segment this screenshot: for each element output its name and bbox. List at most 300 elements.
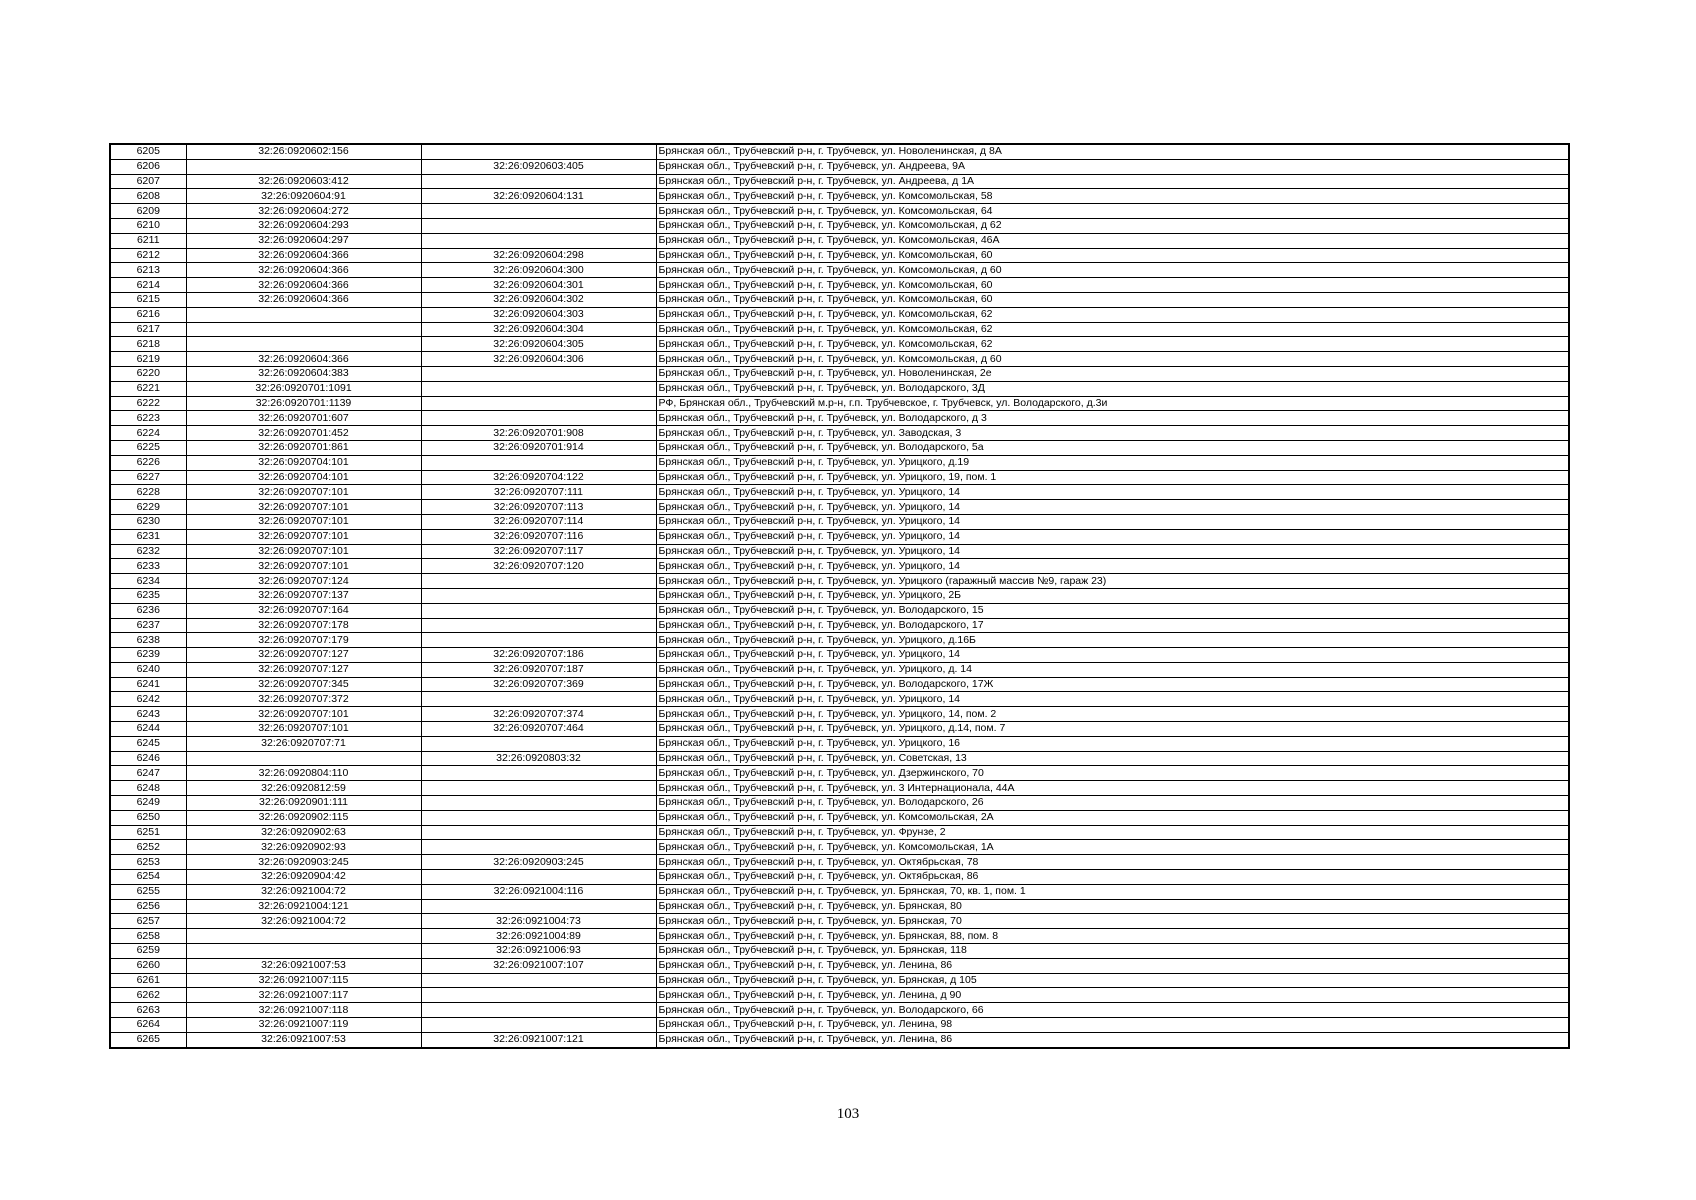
row-number-cell: 6215 [110,292,186,307]
table-row [110,618,1569,633]
object-cadastral-number-cell [421,218,656,233]
object-cadastral-number-cell [421,810,656,825]
cadastral-number-cell: 32:26:0920707:179 [186,633,421,648]
cadastral-number-cell: 32:26:0920707:124 [186,574,421,589]
address-cell: Брянская обл., Трубчевский р-н, г. Трубчевск, ул. Комсомольская, д 60 [656,352,1569,367]
address-cell: Брянская обл., Трубчевский р-н, г. Трубчевск, ул. Советская, 13 [656,751,1569,766]
object-cadastral-number-cell [421,988,656,1003]
cadastral-number-cell: 32:26:0920704:101 [186,470,421,485]
table-row [110,455,1569,470]
table-row [110,1018,1569,1033]
object-cadastral-number-cell: 32:26:0921004:73 [421,914,656,929]
row-number-cell: 6258 [110,929,186,944]
table-row [110,884,1569,899]
cadastral-number-cell: 32:26:0920902:93 [186,840,421,855]
cadastral-number-cell: 32:26:0921007:119 [186,1018,421,1033]
cadastral-number-cell: 32:26:0920707:71 [186,736,421,751]
row-number-cell: 6242 [110,692,186,707]
table-row [110,159,1569,174]
object-cadastral-number-cell: 32:26:0920803:32 [421,751,656,766]
object-cadastral-number-cell: 32:26:0921004:116 [421,884,656,899]
row-number-cell: 6210 [110,218,186,233]
cadastral-number-cell: 32:26:0920604:366 [186,292,421,307]
address-cell: Брянская обл., Трубчевский р-н, г. Трубчевск, ул. Комсомольская, 46А [656,233,1569,248]
row-number-cell: 6229 [110,500,186,515]
object-cadastral-number-cell: 32:26:0920701:914 [421,440,656,455]
row-number-cell: 6237 [110,618,186,633]
table-row [110,500,1569,515]
row-number-cell: 6225 [110,440,186,455]
object-cadastral-number-cell: 32:26:0920707:464 [421,722,656,737]
object-cadastral-number-cell: 32:26:0920604:298 [421,248,656,263]
address-cell: Брянская обл., Трубчевский р-н, г. Трубчевск, ул. Андреева, 9А [656,159,1569,174]
cadastral-number-cell: 32:26:0921007:117 [186,988,421,1003]
cadastral-number-cell [186,322,421,337]
address-cell: Брянская обл., Трубчевский р-н, г. Трубчевск, ул. Урицкого, д.19 [656,455,1569,470]
object-cadastral-number-cell: 32:26:0920707:374 [421,707,656,722]
cadastral-number-cell: 32:26:0921007:53 [186,958,421,973]
object-cadastral-number-cell [421,1018,656,1033]
cadastral-number-cell [186,307,421,322]
row-number-cell: 6217 [110,322,186,337]
address-cell: Брянская обл., Трубчевский р-н, г. Трубчевск, ул. Володарского, д 3 [656,411,1569,426]
object-cadastral-number-cell [421,174,656,189]
cadastral-number-cell: 32:26:0920707:137 [186,588,421,603]
cadastral-number-cell: 32:26:0920707:178 [186,618,421,633]
row-number-cell: 6224 [110,426,186,441]
table-row [110,929,1569,944]
row-number-cell: 6222 [110,396,186,411]
row-number-cell: 6257 [110,914,186,929]
cadastral-number-cell: 32:26:0920701:452 [186,426,421,441]
table-row [110,825,1569,840]
address-cell: Брянская обл., Трубчевский р-н, г. Трубчевск, ул. Брянская, 70, кв. 1, пом. 1 [656,884,1569,899]
object-cadastral-number-cell: 32:26:0920707:117 [421,544,656,559]
cadastral-number-cell: 32:26:0920902:115 [186,810,421,825]
address-cell: Брянская обл., Трубчевский р-н, г. Трубчевск, ул. Володарского, 66 [656,1003,1569,1018]
row-number-cell: 6235 [110,588,186,603]
table-row [110,662,1569,677]
row-number-cell: 6233 [110,559,186,574]
row-number-cell: 6260 [110,958,186,973]
cadastral-number-cell: 32:26:0920707:372 [186,692,421,707]
address-cell: Брянская обл., Трубчевский р-н, г. Трубчевск, ул. Урицкого, д.16Б [656,633,1569,648]
cadastral-number-cell: 32:26:0920707:101 [186,559,421,574]
cadastral-number-cell [186,159,421,174]
object-cadastral-number-cell [421,870,656,885]
row-number-cell: 6218 [110,337,186,352]
address-cell: Брянская обл., Трубчевский р-н, г. Трубчевск, ул. Урицкого (гаражный массив №9, гараж 23) [656,574,1569,589]
address-cell: Брянская обл., Трубчевский р-н, г. Трубчевск, ул. Урицкого, 14 [656,500,1569,515]
object-cadastral-number-cell [421,455,656,470]
table-row [110,988,1569,1003]
address-cell: Брянская обл., Трубчевский р-н, г. Трубчевск, ул. Урицкого, 14, пом. 2 [656,707,1569,722]
object-cadastral-number-cell: 32:26:0920701:908 [421,426,656,441]
table-row [110,485,1569,500]
row-number-cell: 6212 [110,248,186,263]
object-cadastral-number-cell: 32:26:0920604:300 [421,263,656,278]
cadastral-number-cell: 32:26:0920604:272 [186,204,421,219]
address-cell: Брянская обл., Трубчевский р-н, г. Трубчевск, ул. Урицкого, 14 [656,692,1569,707]
object-cadastral-number-cell [421,366,656,381]
table-row [110,514,1569,529]
row-number-cell: 6262 [110,988,186,1003]
address-cell: Брянская обл., Трубчевский р-н, г. Трубчевск, ул. Брянская, 88, пом. 8 [656,929,1569,944]
row-number-cell: 6261 [110,973,186,988]
row-number-cell: 6226 [110,455,186,470]
table-row [110,958,1569,973]
object-cadastral-number-cell [421,233,656,248]
cadastral-number-cell [186,944,421,959]
row-number-cell: 6250 [110,810,186,825]
object-cadastral-number-cell: 32:26:0920604:303 [421,307,656,322]
address-cell: Брянская обл., Трубчевский р-н, г. Трубчевск, ул. Ленина, 98 [656,1018,1569,1033]
address-cell: Брянская обл., Трубчевский р-н, г. Трубчевск, ул. Урицкого, 14 [656,544,1569,559]
address-cell: Брянская обл., Трубчевский р-н, г. Трубчевск, ул. Андреева, д 1А [656,174,1569,189]
object-cadastral-number-cell: 32:26:0920707:116 [421,529,656,544]
table-row [110,470,1569,485]
object-cadastral-number-cell: 32:26:0920707:369 [421,677,656,692]
row-number-cell: 6249 [110,796,186,811]
cadastral-number-cell [186,929,421,944]
table-row [110,204,1569,219]
row-number-cell: 6223 [110,411,186,426]
table-row [110,233,1569,248]
address-cell: Брянская обл., Трубчевский р-н, г. Трубчевск, ул. Комсомольская, 62 [656,322,1569,337]
object-cadastral-number-cell [421,973,656,988]
object-cadastral-number-cell: 32:26:0921006:93 [421,944,656,959]
object-cadastral-number-cell [421,633,656,648]
cadastral-number-cell: 32:26:0920604:293 [186,218,421,233]
address-cell: Брянская обл., Трубчевский р-н, г. Трубчевск, ул. Комсомольская, 64 [656,204,1569,219]
cadastral-number-cell: 32:26:0921007:115 [186,973,421,988]
table-row [110,707,1569,722]
cadastral-number-cell: 32:26:0920707:101 [186,529,421,544]
cadastral-number-cell: 32:26:0920604:366 [186,352,421,367]
row-number-cell: 6255 [110,884,186,899]
cadastral-number-cell: 32:26:0920604:366 [186,278,421,293]
table-row [110,381,1569,396]
address-cell: Брянская обл., Трубчевский р-н, г. Трубчевск, ул. Урицкого, 14 [656,648,1569,663]
cadastral-number-cell: 32:26:0920603:412 [186,174,421,189]
cadastral-number-cell: 32:26:0920604:297 [186,233,421,248]
object-cadastral-number-cell [421,574,656,589]
cadastral-number-cell: 32:26:0921007:53 [186,1032,421,1047]
row-number-cell: 6241 [110,677,186,692]
cadastral-number-cell: 32:26:0920701:1091 [186,381,421,396]
address-cell: Брянская обл., Трубчевский р-н, г. Трубчевск, ул. Урицкого, д.14, пом. 7 [656,722,1569,737]
table-row [110,529,1569,544]
table-row [110,899,1569,914]
row-number-cell: 6214 [110,278,186,293]
object-cadastral-number-cell [421,204,656,219]
address-cell: Брянская обл., Трубчевский р-н, г. Трубчевск, ул. Комсомольская, 60 [656,292,1569,307]
address-cell: Брянская обл., Трубчевский р-н, г. Трубчевск, ул. Брянская, 118 [656,944,1569,959]
row-number-cell: 6220 [110,366,186,381]
row-number-cell: 6228 [110,485,186,500]
table-row [110,174,1569,189]
table-row [110,633,1569,648]
cadastral-number-cell: 32:26:0921004:72 [186,914,421,929]
object-cadastral-number-cell [421,825,656,840]
object-cadastral-number-cell: 32:26:0920707:111 [421,485,656,500]
object-cadastral-number-cell [421,411,656,426]
table-row [110,944,1569,959]
cadastral-number-cell: 32:26:0920707:101 [186,544,421,559]
table-row [110,411,1569,426]
address-cell: Брянская обл., Трубчевский р-н, г. Трубчевск, ул. Новоленинская, 2е [656,366,1569,381]
cadastral-number-cell: 32:26:0920707:101 [186,514,421,529]
object-cadastral-number-cell [421,1003,656,1018]
object-cadastral-number-cell [421,899,656,914]
table-row [110,1003,1569,1018]
row-number-cell: 6236 [110,603,186,618]
object-cadastral-number-cell: 32:26:0920604:302 [421,292,656,307]
table-row [110,751,1569,766]
object-cadastral-number-cell: 32:26:0921007:107 [421,958,656,973]
row-number-cell: 6238 [110,633,186,648]
cadastral-number-cell: 32:26:0920602:156 [186,144,421,159]
address-cell: Брянская обл., Трубчевский р-н, г. Трубчевск, ул. Урицкого, 14 [656,559,1569,574]
row-number-cell: 6206 [110,159,186,174]
row-number-cell: 6230 [110,514,186,529]
object-cadastral-number-cell [421,603,656,618]
row-number-cell: 6248 [110,781,186,796]
row-number-cell: 6221 [110,381,186,396]
table-row [110,736,1569,751]
address-cell: Брянская обл., Трубчевский р-н, г. Трубчевск, ул. Урицкого, 14 [656,514,1569,529]
row-number-cell: 6205 [110,144,186,159]
object-cadastral-number-cell [421,396,656,411]
address-cell: Брянская обл., Трубчевский р-н, г. Трубчевск, ул. Заводская, 3 [656,426,1569,441]
table-row [110,973,1569,988]
table-row [110,840,1569,855]
row-number-cell: 6265 [110,1032,186,1047]
cadastral-number-cell: 32:26:0920707:164 [186,603,421,618]
table-row [110,810,1569,825]
table-row [110,189,1569,204]
address-cell: Брянская обл., Трубчевский р-н, г. Трубчевск, ул. Комсомольская, 1А [656,840,1569,855]
address-cell: Брянская обл., Трубчевский р-н, г. Трубчевск, ул. Ленина, 86 [656,958,1569,973]
object-cadastral-number-cell [421,736,656,751]
table-row [110,559,1569,574]
table-row [110,292,1569,307]
address-cell: Брянская обл., Трубчевский р-н, г. Трубчевск, ул. Комсомольская, д 60 [656,263,1569,278]
address-cell: Брянская обл., Трубчевский р-н, г. Трубчевск, ул. Урицкого, 14 [656,529,1569,544]
object-cadastral-number-cell [421,144,656,159]
cadastral-number-cell: 32:26:0920901:111 [186,796,421,811]
object-cadastral-number-cell [421,766,656,781]
row-number-cell: 6253 [110,855,186,870]
table-row [110,722,1569,737]
object-cadastral-number-cell: 32:26:0920603:405 [421,159,656,174]
table-row [110,1032,1569,1047]
cadastral-number-cell: 32:26:0921004:121 [186,899,421,914]
table-row [110,426,1569,441]
object-cadastral-number-cell [421,692,656,707]
cadastral-number-cell: 32:26:0920604:366 [186,263,421,278]
row-number-cell: 6245 [110,736,186,751]
table-row [110,307,1569,322]
object-cadastral-number-cell: 32:26:0920707:113 [421,500,656,515]
table-row [110,337,1569,352]
object-cadastral-number-cell [421,588,656,603]
address-cell: Брянская обл., Трубчевский р-н, г. Трубчевск, ул. Комсомольская, 60 [656,248,1569,263]
address-cell: Брянская обл., Трубчевский р-н, г. Трубчевск, ул. Володарского, 15 [656,603,1569,618]
cadastral-number-cell: 32:26:0920707:101 [186,707,421,722]
address-cell: Брянская обл., Трубчевский р-н, г. Трубчевск, ул. Ленина, д 90 [656,988,1569,1003]
address-cell: Брянская обл., Трубчевский р-н, г. Трубчевск, ул. 3 Интернационала, 44А [656,781,1569,796]
address-cell: Брянская обл., Трубчевский р-н, г. Трубчевск, ул. Володарского, 3Д [656,381,1569,396]
address-cell: Брянская обл., Трубчевский р-н, г. Трубчевск, ул. Дзержинского, 70 [656,766,1569,781]
object-cadastral-number-cell: 32:26:0920707:186 [421,648,656,663]
table-row [110,248,1569,263]
object-cadastral-number-cell [421,618,656,633]
object-cadastral-number-cell: 32:26:0921004:89 [421,929,656,944]
object-cadastral-number-cell: 32:26:0920707:114 [421,514,656,529]
cadastral-number-cell: 32:26:0921004:72 [186,884,421,899]
object-cadastral-number-cell: 32:26:0920704:122 [421,470,656,485]
object-cadastral-number-cell: 32:26:0920604:306 [421,352,656,367]
row-number-cell: 6254 [110,870,186,885]
row-number-cell: 6264 [110,1018,186,1033]
object-cadastral-number-cell [421,781,656,796]
address-cell: Брянская обл., Трубчевский р-н, г. Трубчевск, ул. Комсомольская, 2А [656,810,1569,825]
table-row [110,352,1569,367]
cadastral-number-cell: 32:26:0920701:607 [186,411,421,426]
row-number-cell: 6207 [110,174,186,189]
row-number-cell: 6231 [110,529,186,544]
address-cell: Брянская обл., Трубчевский р-н, г. Трубчевск, ул. Фрунзе, 2 [656,825,1569,840]
address-cell: Брянская обл., Трубчевский р-н, г. Трубчевск, ул. Урицкого, 14 [656,485,1569,500]
cadastral-number-cell: 32:26:0920707:127 [186,662,421,677]
table-row [110,440,1569,455]
row-number-cell: 6263 [110,1003,186,1018]
row-number-cell: 6234 [110,574,186,589]
address-cell: Брянская обл., Трубчевский р-н, г. Трубчевск, ул. Урицкого, д. 14 [656,662,1569,677]
cadastral-number-cell: 32:26:0920604:366 [186,248,421,263]
address-cell: Брянская обл., Трубчевский р-н, г. Трубчевск, ул. Брянская, 70 [656,914,1569,929]
row-number-cell: 6259 [110,944,186,959]
row-number-cell: 6232 [110,544,186,559]
table-row [110,796,1569,811]
table-row [110,692,1569,707]
object-cadastral-number-cell: 32:26:0920604:131 [421,189,656,204]
table-row [110,396,1569,411]
address-cell: Брянская обл., Трубчевский р-н, г. Трубчевск, ул. Комсомольская, д 62 [656,218,1569,233]
object-cadastral-number-cell: 32:26:0920604:304 [421,322,656,337]
table-row [110,144,1569,159]
address-cell: Брянская обл., Трубчевский р-н, г. Трубчевск, ул. Брянская, 80 [656,899,1569,914]
address-cell: Брянская обл., Трубчевский р-н, г. Трубчевск, ул. Урицкого, 19, пом. 1 [656,470,1569,485]
table-row [110,766,1569,781]
object-cadastral-number-cell: 32:26:0920903:245 [421,855,656,870]
table-row [110,648,1569,663]
row-number-cell: 6247 [110,766,186,781]
cadastral-number-cell: 32:26:0920701:861 [186,440,421,455]
row-number-cell: 6240 [110,662,186,677]
cadastral-number-cell: 32:26:0920707:127 [186,648,421,663]
row-number-cell: 6213 [110,263,186,278]
address-cell: Брянская обл., Трубчевский р-н, г. Трубчевск, ул. Урицкого, 16 [656,736,1569,751]
page-number: 103 [836,1106,860,1122]
address-cell: Брянская обл., Трубчевский р-н, г. Трубчевск, ул. Урицкого, 2Б [656,588,1569,603]
row-number-cell: 6252 [110,840,186,855]
address-cell: Брянская обл., Трубчевский р-н, г. Трубчевск, ул. Октябрьская, 86 [656,870,1569,885]
address-cell: Брянская обл., Трубчевский р-н, г. Трубчевск, ул. Комсомольская, 60 [656,278,1569,293]
row-number-cell: 6227 [110,470,186,485]
table-row [110,781,1569,796]
address-cell: Брянская обл., Трубчевский р-н, г. Трубчевск, ул. Комсомольская, 62 [656,307,1569,322]
cadastral-number-cell: 32:26:0920902:63 [186,825,421,840]
row-number-cell: 6216 [110,307,186,322]
table-row [110,603,1569,618]
object-cadastral-number-cell [421,840,656,855]
cadastral-number-cell: 32:26:0920804:110 [186,766,421,781]
cadastral-number-cell: 32:26:0920707:101 [186,500,421,515]
table-row [110,574,1569,589]
table-row [110,218,1569,233]
row-number-cell: 6208 [110,189,186,204]
table-row [110,278,1569,293]
table-row [110,263,1569,278]
row-number-cell: 6256 [110,899,186,914]
address-cell: Брянская обл., Трубчевский р-н, г. Трубчевск, ул. Ленина, 86 [656,1032,1569,1047]
row-number-cell: 6219 [110,352,186,367]
object-cadastral-number-cell: 32:26:0920604:301 [421,278,656,293]
table-row [110,677,1569,692]
table-body [110,144,1569,1048]
address-cell: РФ, Брянская обл., Трубчевский м.р-н, г.п. Трубчевское, г. Трубчевск, ул. Володарского, д.3и [656,396,1569,411]
address-cell: Брянская обл., Трубчевский р-н, г. Трубчевск, ул. Володарского, 26 [656,796,1569,811]
object-cadastral-number-cell [421,381,656,396]
table-row [110,366,1569,381]
address-cell: Брянская обл., Трубчевский р-н, г. Трубчевск, ул. Володарского, 5а [656,440,1569,455]
cadastral-number-cell: 32:26:0920903:245 [186,855,421,870]
table-row [110,914,1569,929]
address-cell: Брянская обл., Трубчевский р-н, г. Трубчевск, ул. Брянская, д 105 [656,973,1569,988]
row-number-cell: 6244 [110,722,186,737]
cadastral-number-cell: 32:26:0920704:101 [186,455,421,470]
cadastral-number-cell: 32:26:0920904:42 [186,870,421,885]
address-cell: Брянская обл., Трубчевский р-н, г. Трубчевск, ул. Володарского, 17 [656,618,1569,633]
cadastral-number-cell: 32:26:0920707:345 [186,677,421,692]
row-number-cell: 6251 [110,825,186,840]
address-cell: Брянская обл., Трубчевский р-н, г. Трубчевск, ул. Комсомольская, 62 [656,337,1569,352]
table-row [110,588,1569,603]
cadastral-number-cell: 32:26:0920707:101 [186,722,421,737]
cadastral-number-cell: 32:26:0920707:101 [186,485,421,500]
cadastral-number-cell: 32:26:0921007:118 [186,1003,421,1018]
table-row [110,870,1569,885]
table-row [110,544,1569,559]
table-row [110,855,1569,870]
object-cadastral-number-cell: 32:26:0921007:121 [421,1032,656,1047]
address-cell: Брянская обл., Трубчевский р-н, г. Трубчевск, ул. Комсомольская, 58 [656,189,1569,204]
row-number-cell: 6209 [110,204,186,219]
property-table [109,143,1570,1049]
object-cadastral-number-cell: 32:26:0920707:120 [421,559,656,574]
address-cell: Брянская обл., Трубчевский р-н, г. Трубчевск, ул. Володарского, 17Ж [656,677,1569,692]
cadastral-number-cell: 32:26:0920701:1139 [186,396,421,411]
table-row [110,322,1569,337]
object-cadastral-number-cell: 32:26:0920707:187 [421,662,656,677]
cadastral-number-cell: 32:26:0920604:91 [186,189,421,204]
address-cell: Брянская обл., Трубчевский р-н, г. Трубчевск, ул. Новоленинская, д 8А [656,144,1569,159]
row-number-cell: 6246 [110,751,186,766]
row-number-cell: 6243 [110,707,186,722]
cadastral-number-cell: 32:26:0920604:383 [186,366,421,381]
